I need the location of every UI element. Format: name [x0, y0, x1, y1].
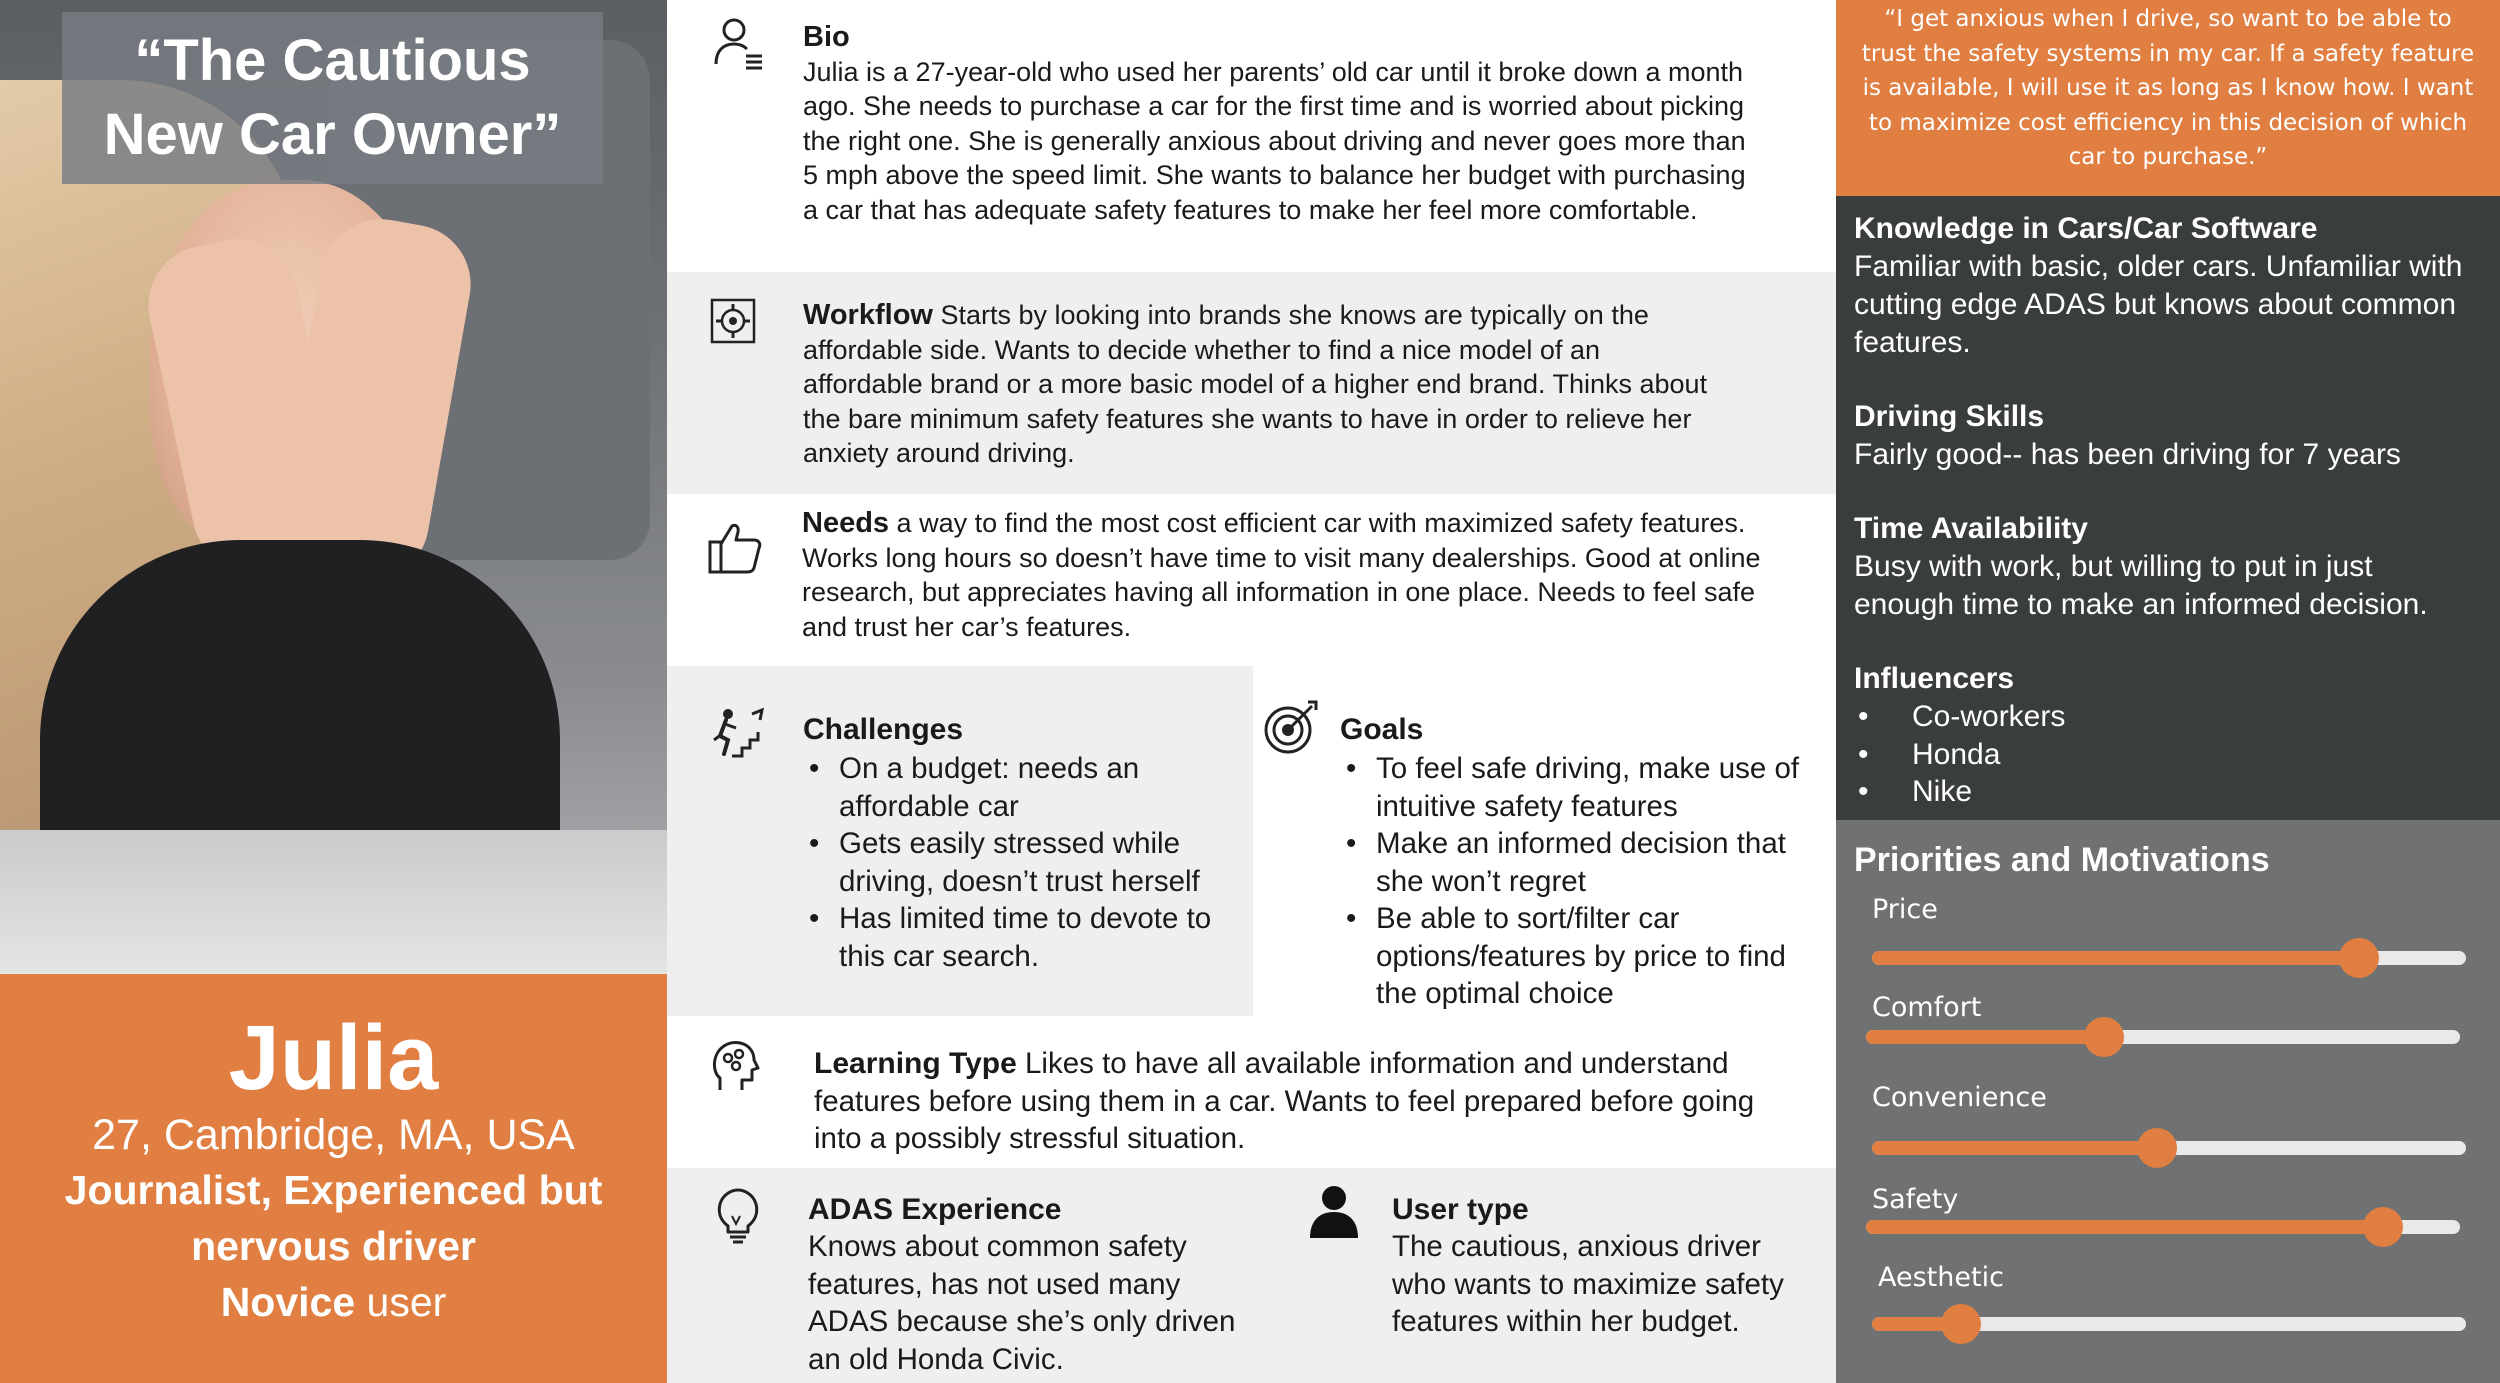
- goals-section: [1340, 712, 1820, 1013]
- slider-handle[interactable]: [2137, 1128, 2177, 1168]
- persona-photo: [0, 0, 667, 974]
- target-icon: [1262, 698, 1322, 758]
- slider-label-aesthetic: Aesthetic: [1878, 1262, 2004, 1293]
- clothing-shape: [40, 540, 560, 870]
- slider-fill: [1872, 951, 2359, 965]
- persona-title: “The Cautious New Car Owner”: [103, 28, 562, 167]
- slider-comfort[interactable]: [1866, 1030, 2460, 1044]
- learning-heading: Learning Type: [814, 1047, 1017, 1080]
- adas-section: [808, 1192, 1248, 1378]
- profile-card: [0, 974, 667, 1383]
- slider-fill: [1872, 1141, 2157, 1155]
- list-item: • Co-workers: [1854, 698, 2480, 736]
- bio-heading: Bio: [803, 21, 850, 53]
- climbing-stairs-icon: [708, 704, 768, 764]
- workflow-gear-icon: [708, 296, 768, 356]
- slider-safety[interactable]: [1866, 1220, 2460, 1234]
- lightbulb-icon: [708, 1186, 768, 1246]
- influencers-list: [1854, 698, 2480, 811]
- list-item: • To feel safe driving, make use of intuitive safety features: [1340, 750, 1820, 825]
- driving-text: Fairly good-- has been driving for 7 years: [1854, 438, 2401, 471]
- learning-section: [814, 1045, 1794, 1158]
- time-text: Busy with work, but willing to put in just enough time to make an informed decision.: [1854, 550, 2428, 621]
- user-profile-icon: [710, 14, 770, 74]
- list-item: • Be able to sort/filter car options/features by price to find the optimal choice: [1340, 900, 1820, 1013]
- persona-title-box: [62, 12, 603, 184]
- goals-heading: Goals: [1340, 713, 1424, 746]
- list-item: • Gets easily stressed while driving, doesn’t trust herself: [803, 825, 1243, 900]
- persona-location: 27, Cambridge, MA, USA: [92, 1111, 575, 1159]
- list-item: • On a budget: needs an affordable car: [803, 750, 1243, 825]
- influencers-heading: Influencers: [1854, 662, 2015, 695]
- workflow-text: Starts by looking into brands she knows are typically on the affordable side. Wants to decide whether to find a nice model of an affordable brand or a more basic model of a higher end brand. Thinks about the bare minimum safety features she wants to have in order to relieve her anxiety around driving.: [803, 300, 1708, 468]
- goals-list: [1340, 750, 1820, 1013]
- list-item: • Honda: [1854, 736, 2480, 774]
- car-door-shape: [0, 830, 667, 974]
- brain-head-icon: [706, 1036, 766, 1096]
- adas-heading: ADAS Experience: [808, 1193, 1062, 1226]
- bio-text: Julia is a 27-year-old who used her parents’ old car until it broke down a month ago. She needs to purchase a car for the first time and is worried about picking the right one. She is generally anxious about driving and never goes more than 5 mph above the speed limit. She wants to balance her budget with purchasing a car that has adequate safety features to make her feel more comfortable.: [803, 56, 1746, 225]
- user-level-rest: user: [355, 1279, 447, 1325]
- slider-handle[interactable]: [2363, 1207, 2403, 1247]
- priorities-panel: [1836, 820, 2500, 1383]
- challenges-section: [803, 712, 1243, 975]
- slider-price[interactable]: [1872, 951, 2466, 965]
- user-level-bold: Novice: [220, 1279, 356, 1325]
- adas-text: Knows about common safety features, has not used many ADAS because she’s only driven an old Honda Civic.: [808, 1230, 1236, 1376]
- user-type-section: [1392, 1192, 1812, 1341]
- slider-fill: [1866, 1030, 2104, 1044]
- slider-convenience[interactable]: [1872, 1141, 2466, 1155]
- needs-heading: Needs: [802, 507, 890, 539]
- learning-text: Likes to have all available information and understand features before using them in a car. Wants to feel prepared before going into a possibly stressful situation.: [814, 1047, 1755, 1155]
- persona-name: Julia: [228, 1007, 439, 1109]
- list-item: • Make an informed decision that she won’t regret: [1340, 825, 1820, 900]
- workflow-section: [803, 298, 1723, 471]
- time-heading: Time Availability: [1854, 512, 2088, 545]
- slider-aesthetic[interactable]: [1872, 1317, 2466, 1331]
- needs-text: a way to find the most cost efficient car with maximized safety features. Works long hours so doesn’t have time to visit many dealerships. Good at online research, but appreciates having all information in one place. Needs to feel safe and trust her car’s features.: [802, 508, 1761, 642]
- persona-quote: “I get anxious when I drive, so want to be able to trust the safety systems in my car. If a safety feature is available, I will use it as long as I know how. I want to maximize cost efficiency in this decision of which car to purchase.”: [1836, 0, 2500, 196]
- knowledge-text: Familiar with basic, older cars. Unfamiliar with cutting edge ADAS but knows about common features.: [1854, 250, 2463, 359]
- facts-panel: [1836, 196, 2500, 820]
- slider-handle[interactable]: [1941, 1304, 1981, 1344]
- challenges-list: [803, 750, 1243, 975]
- needs-section: [802, 506, 1762, 644]
- user-silhouette-icon: [1304, 1182, 1364, 1242]
- persona-occupation: Journalist, Experienced but nervous driver: [64, 1167, 603, 1269]
- slider-handle[interactable]: [2339, 938, 2379, 978]
- slider-label-safety: Safety: [1872, 1184, 1959, 1215]
- slider-fill: [1866, 1220, 2383, 1234]
- driving-heading: Driving Skills: [1854, 400, 2045, 433]
- slider-handle[interactable]: [2084, 1017, 2124, 1057]
- user-type-heading: User type: [1392, 1193, 1529, 1226]
- slider-label-comfort: Comfort: [1872, 992, 1982, 1023]
- priorities-heading: Priorities and Motivations: [1854, 841, 2270, 879]
- slider-label-convenience: Convenience: [1872, 1082, 2047, 1113]
- list-item: • Has limited time to devote to this car search.: [803, 900, 1243, 975]
- user-type-text: The cautious, anxious driver who wants to maximize safety features within her budget.: [1392, 1230, 1784, 1338]
- challenges-heading: Challenges: [803, 713, 964, 746]
- knowledge-heading: Knowledge in Cars/Car Software: [1854, 212, 2318, 245]
- workflow-heading: Workflow: [803, 299, 933, 331]
- persona-user-level: [0, 1274, 667, 1330]
- list-item: • Nike: [1854, 773, 2480, 811]
- slider-label-price: Price: [1872, 894, 1938, 925]
- thumbs-up-icon: [706, 518, 766, 578]
- bio-section: [803, 20, 1753, 227]
